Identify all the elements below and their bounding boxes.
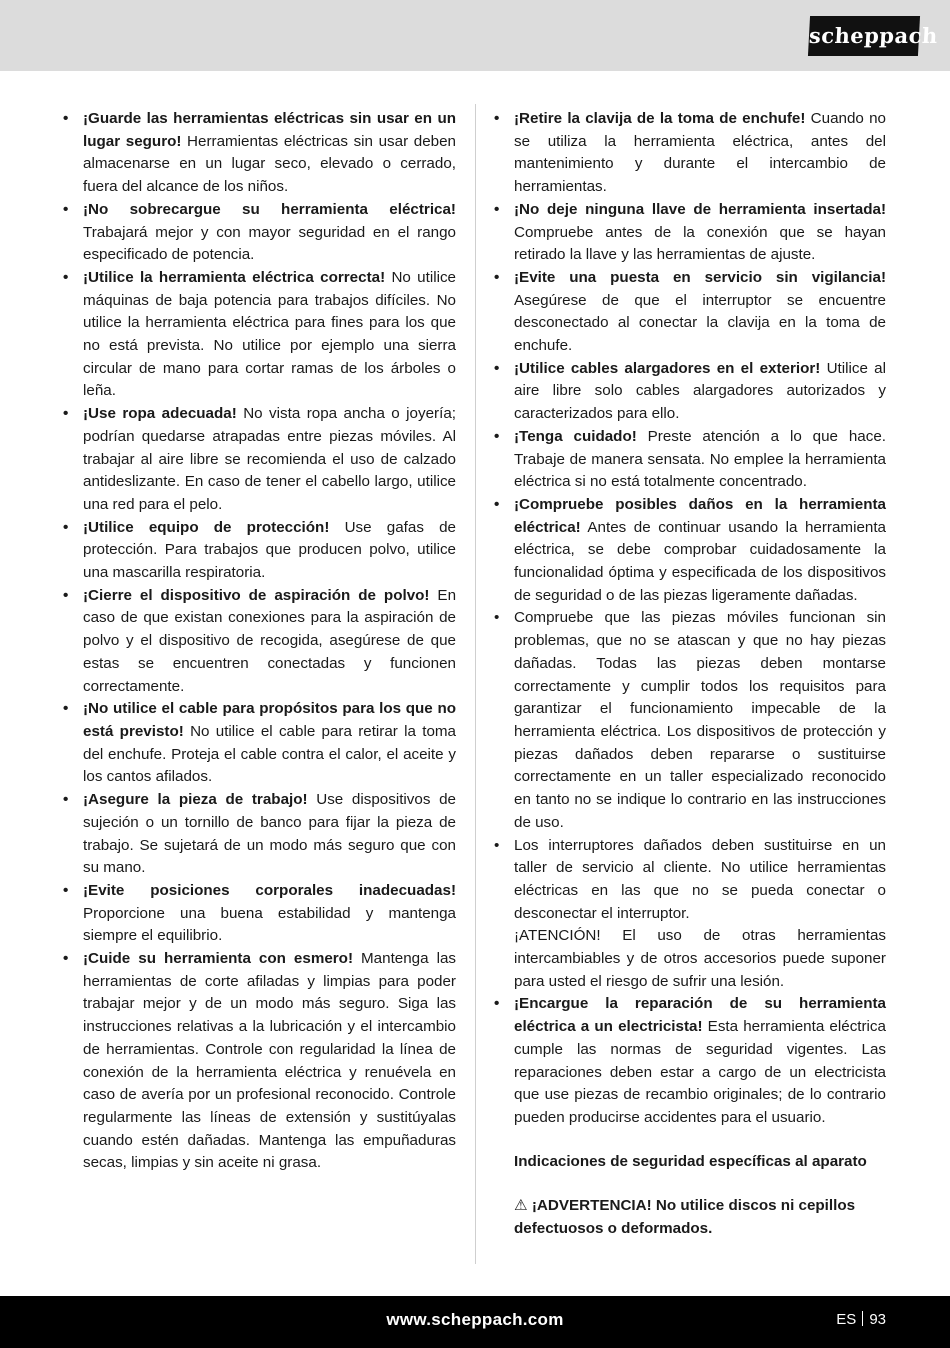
list-item: • ¡Asegure la pieza de trabajo! Use dispositivos de sujeción o un tornillo de banco para fijar la pieza de trabajo. Se sujetará de un modo más seguro que con su mano.	[83, 789, 456, 880]
page-header	[0, 0, 950, 71]
brand-logo: scheppach	[808, 16, 920, 56]
list-item: • ¡Utilice cables alargadores en el exterior! Utilice al aire libre solo cables alargadores autorizados y caracterizados para ello.	[514, 358, 886, 426]
separator	[862, 1311, 863, 1326]
footer-website-link[interactable]: www.scheppach.com	[386, 1310, 564, 1329]
page-number	[836, 1311, 886, 1328]
list-item: • ¡Utilice la herramienta eléctrica correcta! No utilice máquinas de baja potencia para trabajos difíciles. No utilice la herramienta eléctrica para fines para los que no está prevista. No utilice por ejemplo una sierra circular de mano para cortar ramas de los árboles o leña.	[83, 267, 456, 403]
column-divider	[475, 104, 476, 1264]
list-item: • ¡Retire la clavija de la toma de enchufe! Cuando no se utiliza la herramienta eléctrica, antes del mantenimiento y durante el intercambio de herramientas.	[514, 108, 886, 199]
list-item: • ¡Evite una puesta en servicio sin vigilancia! Asegúrese de que el interruptor se encuentre desconectado al conectar la clavija en la toma de enchufe.	[514, 267, 886, 358]
warning-triangle-icon: ⚠	[514, 1197, 528, 1215]
list-item: • ¡No deje ninguna llave de herramienta insertada! Compruebe antes de la conexión que se hayan retirado la llave y las herramientas de ajuste.	[514, 199, 886, 267]
warning-notice	[514, 1195, 886, 1240]
list-item: • ¡Tenga cuidado! Preste atención a lo que hace. Trabaje de manera sensata. No emplee la herramienta eléctrica si no está totalmente concentrado.	[514, 426, 886, 494]
list-item: • Los interruptores dañados deben sustituirse en un taller de servicio al cliente. No utilice herramientas eléctricas en las que no se pueda conectar o desconectar el interruptor. ¡ATENCIÓN! El uso de otras herramientas intercambiables y de otros accesorios puede suponer para usted el riesgo de sufrir una lesión.	[514, 835, 886, 994]
list-item: • ¡Evite posiciones corporales inadecuadas! Proporcione una buena estabilidad y mantenga siempre el equilibrio.	[83, 880, 456, 948]
language-code: ES	[836, 1311, 857, 1328]
warning-text: ¡ADVERTENCIA! No utilice discos ni cepillos defectuosos o deformados.	[514, 1197, 856, 1238]
list-item: • ¡Use ropa adecuada! No vista ropa ancha o joyería; podrían quedarse atrapadas entre piezas móviles. Al trabajar al aire libre se recomienda el uso de calzado antideslizante. En caso de tener el cabello largo, utilice una red para el pelo.	[83, 403, 456, 517]
safety-list-left	[83, 108, 456, 1175]
list-item: • ¡Encargue la reparación de su herramienta eléctrica a un electricista! Esta herramienta eléctrica cumple las normas de seguridad vigentes. Las reparaciones deben estar a cargo de un electricista que use piezas de recambio originales; de lo contrario pueden producirse accidentes para el usuario.	[514, 993, 886, 1129]
list-item: • ¡Utilice equipo de protección! Use gafas de protección. Para trabajos que producen polvo, utilice una mascarilla respiratoria.	[83, 517, 456, 585]
left-column	[83, 108, 456, 1175]
list-item: • ¡Cierre el dispositivo de aspiración de polvo! En caso de que existan conexiones para la aspiración de polvo y el dispositivo de recogida, asegúrese de que estas se encuentren conectadas y funcionen correctamente.	[83, 585, 456, 699]
list-item: • ¡No utilice el cable para propósitos para los que no está previsto! No utilice el cable para retirar la toma del enchufe. Proteja el cable contra el calor, el aceite y los cantos afilados.	[83, 698, 456, 789]
page-number-value: 93	[869, 1311, 886, 1328]
safety-list-right	[514, 108, 886, 1130]
attention-note: ¡ATENCIÓN! El uso de otras herramientas intercambiables y de otros accesorios puede suponer para usted el riesgo de sufrir una lesión.	[514, 927, 886, 990]
list-item: • ¡Compruebe posibles daños en la herramienta eléctrica! Antes de continuar usando la herramienta eléctrica, se debe comprobar cuidadosamente la funcionalidad óptima y especificada de los dispositivos de seguridad o de las piezas ligeramente dañadas.	[514, 494, 886, 608]
right-column	[514, 108, 886, 1241]
list-item: • Compruebe que las piezas móviles funcionan sin problemas, que no se atascan y que no hay piezas dañadas. Todas las piezas deben montarse correctamente y cumplir todos los requisitos para garantizar el funcionamiento impecable de la herramienta eléctrica. Los dispositivos de protección y piezas dañados deben repararse o sustituirse correctamente en un taller especializado reconocido en tanto no se indique lo contrario en las instrucciones de uso.	[514, 607, 886, 834]
page-footer	[0, 1296, 950, 1348]
list-item: • ¡No sobrecargue su herramienta eléctrica! Trabajará mejor y con mayor seguridad en el rango especificado de potencia.	[83, 199, 456, 267]
list-item: • ¡Guarde las herramientas eléctricas sin usar en un lugar seguro! Herramientas eléctricas sin usar deben almacenarse en un lugar seco, elevado o cerrado, fuera del alcance de los niños.	[83, 108, 456, 199]
section-title: Indicaciones de seguridad específicas al aparato	[514, 1152, 867, 1170]
list-item: • ¡Cuide su herramienta con esmero! Mantenga las herramientas de corte afiladas y limpias para poder trabajar mejor y de un modo más seguro. Siga las instrucciones relativas a la lubricación y el intercambio de herramientas. Controle con regularidad la línea de conexión de la herramienta eléctrica y renuévela en caso de avería por un profesional reconocido. Controle regularmente las líneas de extensión y sustitúyalas cuando estén dañadas. Mantenga las empuñaduras secas, limpias y sin aceite ni grasa.	[83, 948, 456, 1175]
